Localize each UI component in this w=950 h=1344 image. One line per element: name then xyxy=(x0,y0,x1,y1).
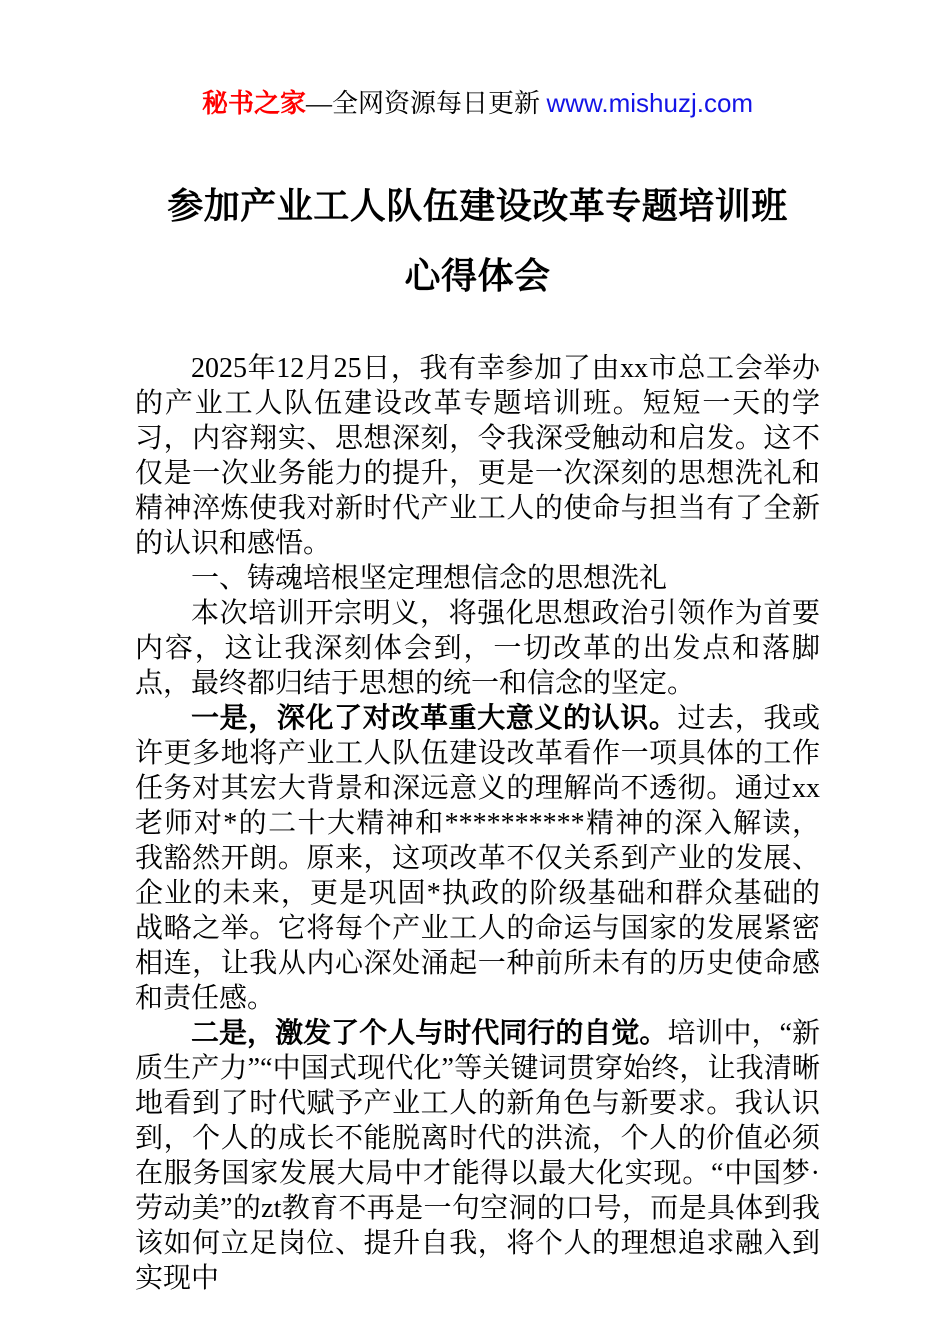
section-heading-1 xyxy=(135,561,820,596)
paragraph-section-overview xyxy=(135,596,820,701)
paragraph-section-overview-text: 本次培训开宗明义，将强化思想政治引领作为首要内容，这让我深刻体会到，一切改革的出发点和落脚点，最终都归结于思想的统一和信念的坚定。 xyxy=(135,598,820,699)
paragraph-point-1 xyxy=(135,701,820,1016)
header-tagline: 全网资源每日更新 xyxy=(331,89,547,118)
site-url-link[interactable]: www.mishuzj.com xyxy=(546,88,754,118)
document-title-line1: 参加产业工人队伍建设改革专题培训班 xyxy=(167,186,788,226)
paragraph-point-2 xyxy=(135,1016,820,1296)
paragraph-intro xyxy=(135,351,820,561)
document-title xyxy=(135,171,820,311)
section-heading-1-text: 一、铸魂培根坚定理想信念的思想洗礼 xyxy=(191,563,668,594)
paragraph-point-1-lead: 一是，深化了对改革重大意义的认识。 xyxy=(191,703,678,734)
document-title-line2: 心得体会 xyxy=(404,256,551,296)
paragraph-point-2-text: 培训中，“新质生产力”“中国式现代化”等关键词贯穿始终，让我清晰地看到了时代赋予产业工人的新角色与新要求。我认识到，个人的成长不能脱离时代的洪流，个人的价值必须在服务国家发展大局中才能得以最大化实现。“中国梦·劳动美”的zt教育不再是一句空洞的口号，而是具体到我该如何立足岗位、提升自我，将个人的理想追求融入到实现中 xyxy=(135,1018,820,1294)
header-dash: — xyxy=(305,89,332,118)
paragraph-point-1-text: 过去，我或许更多地将产业工人队伍建设改革看作一项具体的工作任务对其宏大背景和深远意义的理解尚不透彻。通过xx老师对*的二十大精神和**********精神的深入解读，我豁然开朗。原来，这项改革不仅关系到产业的发展、企业的未来，更是巩固*执政的阶级基础和群众基础的战略之举。它将每个产业工人的命运与国家的发展紧密相连，让我从内心深处涌起一种前所未有的历史使命感和责任感。 xyxy=(135,703,820,1014)
document-body xyxy=(135,351,820,1296)
paragraph-point-2-lead: 二是，激发了个人与时代同行的自觉。 xyxy=(191,1018,668,1049)
site-brand: 秘书之家 xyxy=(201,89,306,118)
paragraph-intro-text: 2025年12月25日，我有幸参加了由xx市总工会举办的产业工人队伍建设改革专题培训班。短短一天的学习，内容翔实、思想深刻，令我深受触动和启发。这不仅是一次业务能力的提升，更是一次深刻的思想洗礼和精神淬炼使我对新时代产业工人的使命与担当有了全新的认识和感悟。 xyxy=(135,353,820,559)
site-header xyxy=(135,86,820,121)
